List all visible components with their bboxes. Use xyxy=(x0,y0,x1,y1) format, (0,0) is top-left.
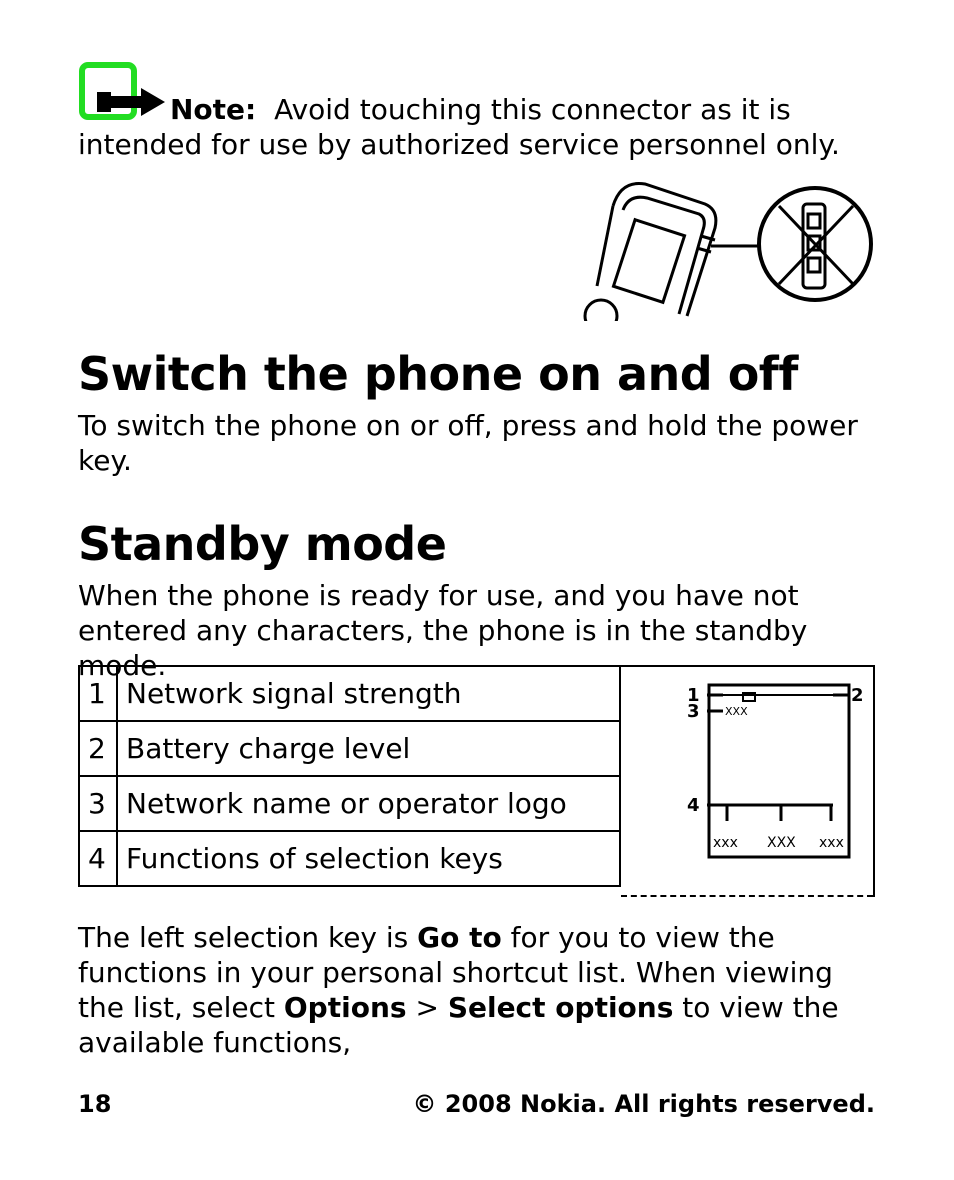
legend-number: 3 xyxy=(79,776,117,831)
callout-4: 4 xyxy=(687,795,700,816)
note-label: Note: xyxy=(170,93,257,126)
table-row xyxy=(79,721,620,776)
paragraph-text: to view the available functions, xyxy=(78,991,839,1059)
operator-placeholder: XXX xyxy=(725,705,748,718)
paragraph-text: for you to view the functions in your personal shortcut list. When viewing the list, select xyxy=(78,921,833,1024)
note-text: Avoid touching this connector as it is intended for use by authorized service personnel only. xyxy=(78,93,840,161)
page-number: 18 xyxy=(78,1090,112,1118)
section-heading-switch: Switch the phone on and off xyxy=(78,347,798,401)
menu-term-options: Options xyxy=(283,991,407,1024)
legend-number: 4 xyxy=(79,831,117,886)
callout-2: 2 xyxy=(851,685,864,706)
legend-label: Functions of selection keys xyxy=(117,831,620,886)
phone-connector-illustration xyxy=(583,176,879,321)
softkey-middle: XXX xyxy=(767,835,796,851)
table-row xyxy=(79,666,620,721)
paragraph-text: The left selection key is xyxy=(78,921,418,954)
legend-label: Network signal strength xyxy=(117,666,620,721)
softkey-left: xxx xyxy=(713,835,738,851)
legend-number: 2 xyxy=(79,721,117,776)
table-row xyxy=(79,776,620,831)
callout-1: 1 xyxy=(687,685,700,706)
legend-label: Battery charge level xyxy=(117,721,620,776)
menu-separator: > xyxy=(406,991,448,1024)
softkey-right: xxx xyxy=(819,835,844,851)
standby-screen-diagram-cell xyxy=(621,665,875,897)
copyright-notice: © 2008 Nokia. All rights reserved. xyxy=(412,1090,875,1118)
legend-label: Network name or operator logo xyxy=(117,776,620,831)
section-paragraph-switch: To switch the phone on or off, press and hold the power key. xyxy=(78,409,858,477)
menu-term-select-options: Select options xyxy=(447,991,674,1024)
table-row xyxy=(79,831,620,886)
section-heading-standby: Standby mode xyxy=(78,517,447,571)
selection-key-paragraph xyxy=(78,920,878,1060)
callout-3: 3 xyxy=(687,701,700,722)
standby-screen-diagram xyxy=(683,681,873,861)
menu-term-go-to: Go to xyxy=(417,921,502,954)
dashed-divider xyxy=(621,895,873,897)
legend-number: 1 xyxy=(79,666,117,721)
section-paragraph-standby: When the phone is ready for use, and you have not entered any characters, the phone is in the standby mode. xyxy=(78,579,808,682)
standby-legend-table xyxy=(78,665,621,887)
note-paragraph xyxy=(78,92,878,162)
